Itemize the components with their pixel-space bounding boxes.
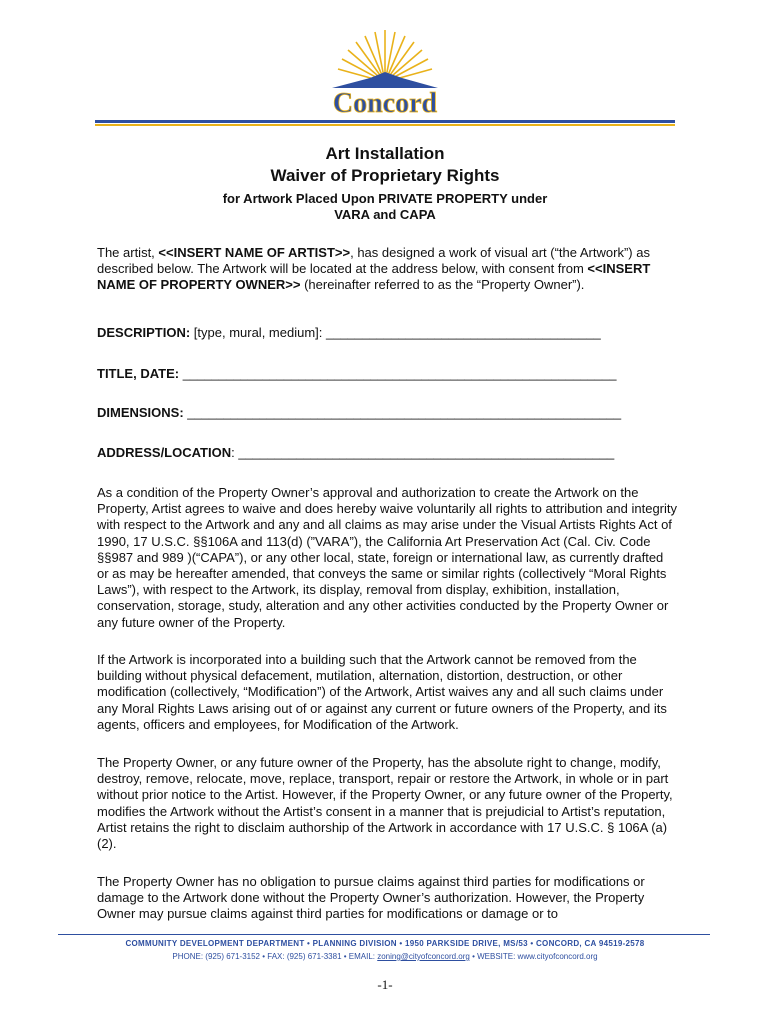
document-subtitle: for Artwork Placed Upon PRIVATE PROPERTY under <box>222 191 548 206</box>
waiver-paragraph-3: The Property Owner, or any future owner of the Property, has the absolute right to change, modify, destroy, remove, relocate, move, replace, transport, repair or restore the Artwork, in whole or in part without prior notice to the Artist. However, if the Property Owner, or any future owner of the Property, modifies the Artwork without the Artist’s consent in a manner that is prejudicial to Artist’s reputation, Artist retains the right to disclaim authorship of the Artwork in accordance with 17 U.S.C. § 106A (a) (2). <box>97 755 673 852</box>
concord-logo <box>310 22 460 120</box>
title-date-label: TITLE, DATE: <box>97 366 180 381</box>
description-label: DESCRIPTION: <box>97 325 191 340</box>
logo-wordmark: Concord <box>332 88 438 119</box>
document-title-line2: Waiver of Proprietary Rights <box>270 166 500 185</box>
footer-rule <box>58 934 710 935</box>
address-location-label: ADDRESS/LOCATION <box>97 445 232 460</box>
page-number: -1- <box>377 977 393 992</box>
description-field[interactable]: DESCRIPTION: [type, mural, medium]: ______________________________________ <box>97 325 601 340</box>
address-location-field[interactable]: ADDRESS/LOCATION: ____________________________________________________ <box>97 445 615 460</box>
dimensions-field[interactable]: DIMENSIONS: ____________________________________________________________ <box>97 405 622 420</box>
mountain-graphic <box>332 72 438 88</box>
footer-address: COMMUNITY DEVELOPMENT DEPARTMENT • PLANNING DIVISION • 1950 PARKSIDE DRIVE, MS/53 • CONCORD, CA 94519-2578 <box>125 939 645 948</box>
header-rule-blue <box>95 120 675 123</box>
waiver-paragraph-1: As a condition of the Property Owner’s approval and authorization to create the Artwork on the Property, Artist agrees to waive and does hereby waive voluntarily all rights to attribution and integrity with respect to the Artwork and any and all claims as may arise under the Visual Artists Rights Act of 1990, 17 U.S.C. §§106A and 113(d) (”VARA”), the California Art Preservation Act (Cal. Civ. Code §§987 and 989 )(“CAPA”), or any other local, state, foreign or international law, as currently drafted or as may be hereafter amended, that conveys the same or similar rights (collectively “Moral Rights Laws”), with respect to the Artwork, its display, removal from display, exhibition, installation, conservation, storage, study, alteration and any other activities conducted by the Property Owner or any future owner of the Property. <box>97 485 678 630</box>
waiver-paragraph-4: The Property Owner has no obligation to pursue claims against third parties for modifications or damage to the Artwork done without the Property Owner’s authorization. However, the Property Owner may pursue claims against third parties for modifications or damage or to <box>97 874 645 922</box>
title-date-field[interactable]: TITLE, DATE: ____________________________________________________________ <box>97 366 617 381</box>
property-owner-placeholder: <<INSERT NAME OF PROPERTY OWNER>> <box>97 261 651 293</box>
dimensions-label: DIMENSIONS: <box>97 405 184 420</box>
artist-name-placeholder: <<INSERT NAME OF ARTIST>> <box>158 245 351 260</box>
footer-contact: PHONE: (925) 671-3152 • FAX: (925) 671-3381 • EMAIL: zoning@cityofconcord.org • WEBSITE: www.cityofconcord.org <box>172 952 598 961</box>
document-title: Art Installation <box>325 144 445 163</box>
email-link[interactable]: zoning@cityofconcord.org <box>377 952 470 961</box>
waiver-paragraph-2: If the Artwork is incorporated into a building such that the Artwork cannot be removed from the building without physical defacement, mutilation, alternation, distortion, destruction, or other modification (collectively, “Modification”) of the Artwork, Artist waives any and all such claims under any Moral Rights Laws arising out of or against any current or future owners of the Property, and its agents, officers and employees, for Modification of the Artwork. <box>97 652 667 732</box>
header-rule-gold <box>95 124 675 126</box>
intro-paragraph: The artist, <<INSERT NAME OF ARTIST>>, has designed a work of visual art (“the Artwork”) as described below. The Artwork will be located at the address below, with consent from <<INSERT NAME OF PROPERTY OWNER>> (hereinafter referred to as the “Property Owner”). <box>97 245 651 293</box>
document-subtitle-line2: VARA and CAPA <box>334 207 436 222</box>
